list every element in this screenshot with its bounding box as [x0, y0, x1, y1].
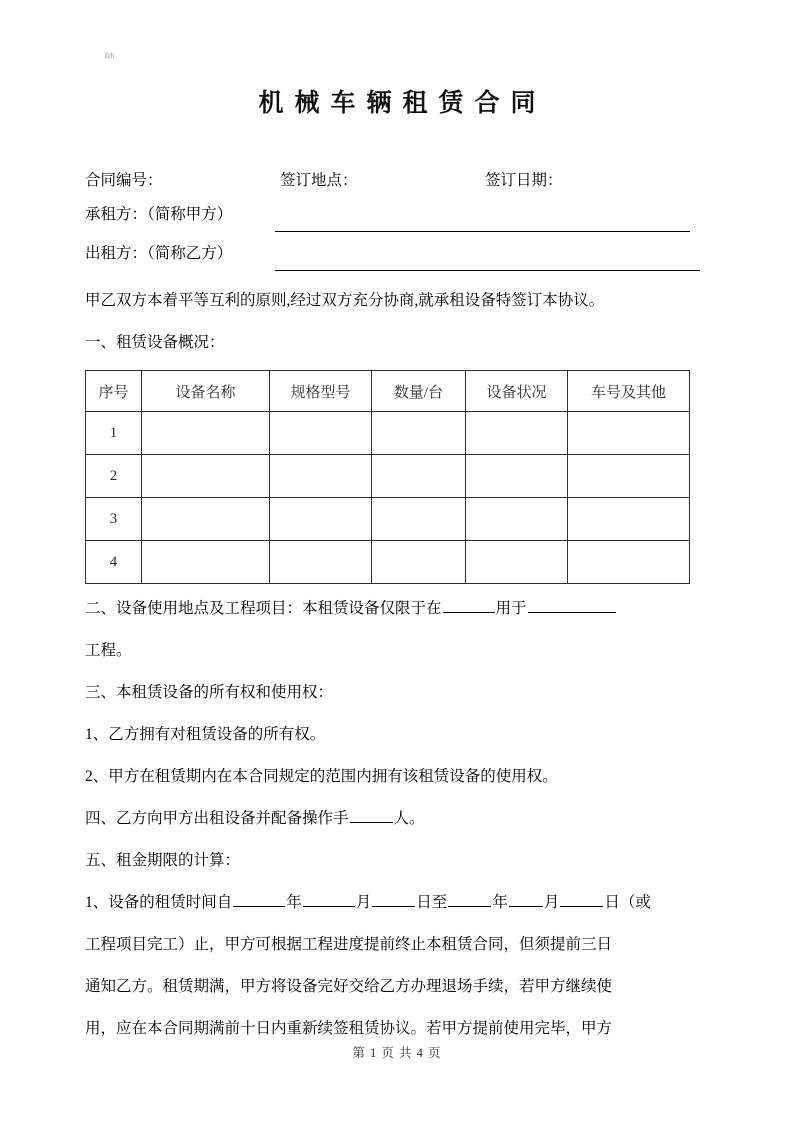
section-3-item-1: 1、乙方拥有对租赁设备的所有权。 [85, 726, 326, 743]
cell-no: 1 [86, 412, 142, 455]
start-month-blank[interactable] [303, 891, 355, 908]
cell-condition[interactable] [466, 498, 568, 541]
cell-name[interactable] [142, 541, 270, 584]
section-3-item-2: 2、甲方在租赁期内在本合同规定的范围内拥有该租赁设备的使用权。 [85, 768, 558, 785]
column-header-no: 序号 [86, 371, 142, 412]
lessee-row [85, 202, 710, 241]
page-title: 机械车辆租赁合同 [258, 90, 547, 117]
section-4-text-a: 四、乙方向甲方出租设备并配备操作手 [85, 810, 349, 827]
usage-location-blank[interactable] [443, 597, 495, 614]
lessee-blank-line[interactable] [275, 231, 690, 232]
end-year-unit: 年 [492, 894, 508, 911]
cell-plate[interactable] [568, 498, 690, 541]
table-row [86, 498, 690, 541]
lessee-label: 承租方：（简称甲方） [85, 206, 233, 223]
cell-qty[interactable] [372, 541, 466, 584]
section-2-text-a: 二、设备使用地点及工程项目：本租赁设备仅限于在 [85, 600, 442, 617]
section-1-heading: 一、租赁设备概况： [85, 334, 225, 351]
section-4-text-b: 人。 [393, 810, 425, 827]
cell-no: 2 [86, 455, 142, 498]
section-5-item-1-line4: 用，应在本合同期满前十日内重新续签租赁协议。若甲方提前使用完毕，甲方 [85, 1020, 613, 1037]
rental-period-text: 1、设备的租赁时间自 [85, 894, 233, 911]
cell-no: 3 [86, 498, 142, 541]
cell-qty[interactable] [372, 498, 466, 541]
document-body [85, 168, 710, 1050]
column-header-name: 设备名称 [142, 371, 270, 412]
start-month-unit: 月 [355, 894, 372, 911]
section-3-heading: 三、本租赁设备的所有权和使用权： [85, 684, 334, 701]
section-4-line [85, 798, 710, 840]
cell-condition[interactable] [466, 455, 568, 498]
corner-artifact-mark: 取h [104, 53, 114, 60]
table-row [86, 455, 690, 498]
end-year-blank[interactable] [448, 891, 491, 908]
end-month-unit: 月 [543, 894, 560, 911]
start-day-blank[interactable] [372, 891, 415, 908]
column-header-qty: 数量/台 [372, 371, 466, 412]
section-2-line1 [85, 588, 710, 630]
table-row [86, 541, 690, 584]
cell-name[interactable] [142, 498, 270, 541]
section-5-heading: 五、租金期限的计算： [85, 852, 241, 869]
cell-name[interactable] [142, 412, 270, 455]
operator-count-blank[interactable] [350, 807, 393, 824]
cell-condition[interactable] [466, 412, 568, 455]
page-footer: 第 1 页 共 4 页 [352, 1046, 442, 1060]
section-2-line2: 工程。 [85, 642, 132, 659]
end-month-blank[interactable] [509, 891, 543, 908]
equipment-table [85, 370, 690, 584]
lessor-blank-line[interactable] [275, 270, 700, 271]
start-year-blank[interactable] [233, 891, 285, 908]
cell-qty[interactable] [372, 455, 466, 498]
cell-plate[interactable] [568, 455, 690, 498]
sign-place-label: 签订地点： [280, 172, 358, 189]
end-day-blank[interactable] [560, 891, 603, 908]
section-5-item-1-line3: 通知乙方。租赁期满，甲方将设备完好交给乙方办理退场手续，若甲方继续使 [85, 978, 613, 995]
cell-plate[interactable] [568, 541, 690, 584]
section-5-item-1-line1 [85, 882, 710, 924]
preamble-paragraph: 甲乙双方本着平等互利的原则,经过双方充分协商,就承租设备特签订本协议。 [85, 292, 605, 309]
equipment-table-block [85, 370, 710, 584]
cell-qty[interactable] [372, 412, 466, 455]
cell-plate[interactable] [568, 412, 690, 455]
column-header-model: 规格型号 [270, 371, 372, 412]
contract-number-label: 合同编号： [85, 172, 163, 189]
sign-date-label: 签订日期： [485, 172, 563, 189]
section-2-text-b: 用于 [495, 600, 527, 617]
table-header-row [86, 371, 690, 412]
cell-model[interactable] [270, 498, 372, 541]
end-day-unit: 日（或 [604, 894, 651, 911]
lessor-row [85, 241, 710, 280]
table-row [86, 412, 690, 455]
cell-model[interactable] [270, 455, 372, 498]
cell-model[interactable] [270, 412, 372, 455]
cell-name[interactable] [142, 455, 270, 498]
cell-model[interactable] [270, 541, 372, 584]
column-header-plate: 车号及其他 [568, 371, 690, 412]
lessor-label: 出租方：（简称乙方） [85, 245, 233, 262]
cell-condition[interactable] [466, 541, 568, 584]
column-header-condition: 设备状况 [466, 371, 568, 412]
start-day-unit: 日至 [416, 894, 448, 911]
cell-no: 4 [86, 541, 142, 584]
contract-meta-row [85, 168, 710, 202]
start-year-unit: 年 [286, 894, 302, 911]
section-5-item-1-line2: 工程项目完工）止，甲方可根据工程进度提前终止本租赁合同，但须提前三日 [85, 936, 613, 953]
project-name-blank[interactable] [528, 597, 616, 614]
